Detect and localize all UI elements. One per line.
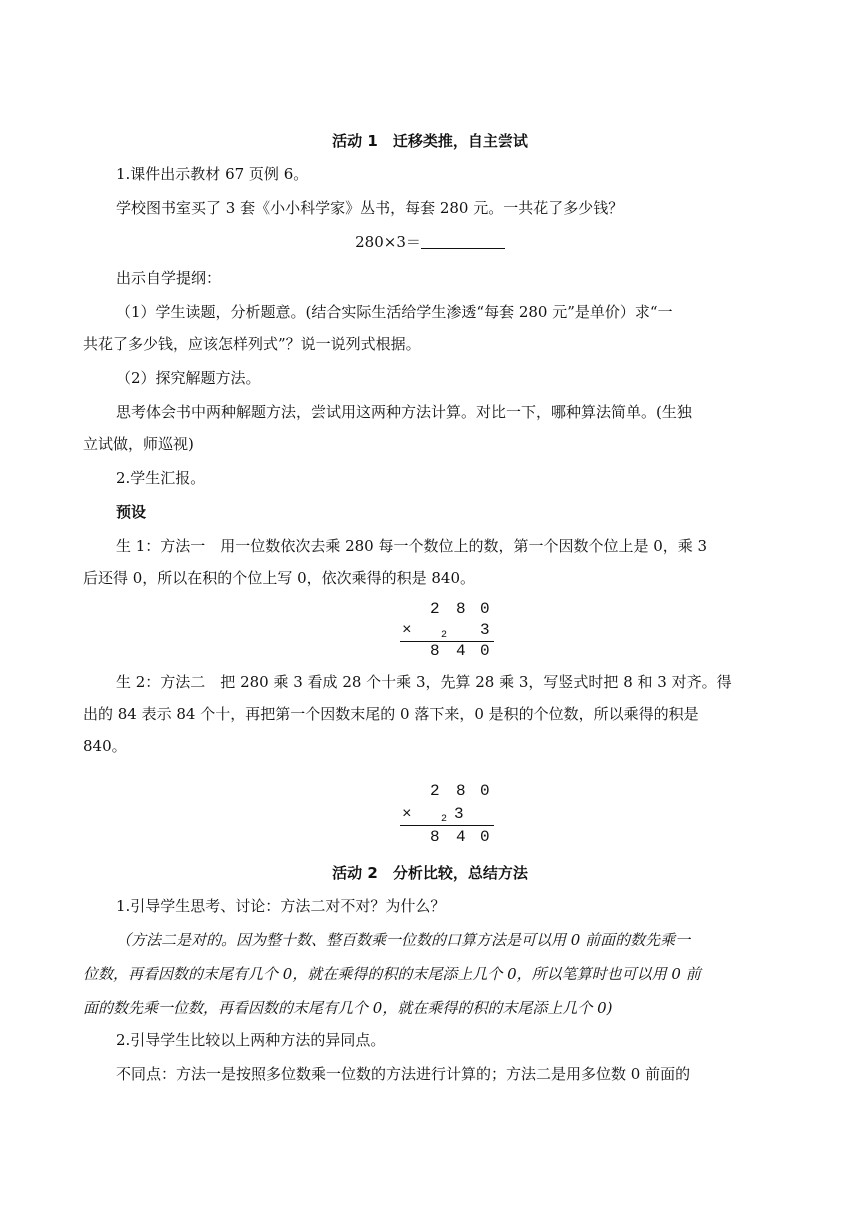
student2-line3: 840。 <box>83 737 127 755</box>
calc1-multiplier: 3 <box>480 621 490 639</box>
answer-line1: （方法二是对的。因为整十数、整百数乘一位数的口算方法是可以用 0 前面的数先乘一 <box>116 931 691 949</box>
think-line2: 立试做，师巡视) <box>83 435 194 453</box>
preset-label: 预设 <box>116 503 147 521</box>
step1-line1: （1）学生读题，分析题意。(结合实际生活给学生渗透“每套 280 元”是单价）求“一 <box>116 303 673 321</box>
calc2-result-digit: 8 <box>430 828 440 846</box>
calc1-carry: 2 <box>441 630 448 641</box>
think-line1: 思考体会书中两种解题方法，尝试用这两种方法计算。对比一下，哪种算法简单。(生独 <box>116 403 692 421</box>
calc2-carry: 2 <box>441 814 448 825</box>
calc2-multiplier: 3 <box>454 805 464 823</box>
calc1-top-digit: 0 <box>480 600 490 618</box>
calc1-top-digit: 8 <box>456 600 466 618</box>
calc2-result-digit: 4 <box>456 828 466 846</box>
student2-line2: 出的 84 表示 84 个十，再把第一个因数末尾的 0 落下来，0 是积的个位数，所以乘得的积是 <box>83 705 699 723</box>
student2-line1: 生 2：方法二 把 280 乘 3 看成 28 个十乘 3，先算 28 乘 3，写竖式时把 8 和 3 对齐。得 <box>116 673 732 691</box>
step2-text: （2）探究解题方法。 <box>116 369 261 387</box>
calc2-top-digit: 2 <box>430 782 440 800</box>
calc1-times-sign: × <box>402 621 412 639</box>
calc1-result-digit: 0 <box>480 642 490 660</box>
calc2-top-digit: 8 <box>456 782 466 800</box>
calc2-top-digit: 0 <box>480 782 490 800</box>
calc2-times-sign: × <box>402 805 412 823</box>
activity2-title: 活动 2 分析比较，总结方法 <box>332 864 528 882</box>
student1-line2: 后还得 0，所以在积的个位上写 0，依次乘得的积是 840。 <box>83 569 476 587</box>
student1-line1: 生 1：方法一 用一位数依次去乘 280 每一个数位上的数，第一个因数个位上是 0，乘 3 <box>116 537 708 555</box>
vertical-calculation-1 <box>398 600 498 660</box>
calc2-result-digit: 0 <box>480 828 490 846</box>
answer-line2: 位数，再看因数的末尾有几个 0，就在乘得的积的末尾添上几个 0，所以笔算时也可以用 0 前 <box>83 965 701 983</box>
item2-text: 2.学生汇报。 <box>116 469 206 487</box>
calc1-result-digit: 4 <box>456 642 466 660</box>
problem-text: 学校图书室买了 3 套《小小科学家》丛书，每套 280 元。一共花了多少钱？ <box>116 199 624 217</box>
step1-line2: 共花了多少钱，应该怎样列式”？说一说列式根据。 <box>83 335 421 353</box>
calc1-top-digit: 2 <box>430 600 440 618</box>
equation-text: 280×3＝ <box>355 233 421 251</box>
vertical-calculation-2 <box>398 782 498 846</box>
item1-text: 1.课件出示教材 67 页例 6。 <box>116 165 309 183</box>
difference-line1: 不同点：方法一是按照多位数乘一位数的方法进行计算的；方法二是用多位数 0 前面的 <box>116 1065 691 1083</box>
calc2-divider <box>400 825 494 826</box>
activity2-item1: 1.引导学生思考、讨论：方法二对不对？为什么？ <box>116 897 446 915</box>
calc1-result-digit: 8 <box>430 642 440 660</box>
answer-blank <box>421 234 505 249</box>
outline-title: 出示自学提纲： <box>116 269 222 287</box>
activity2-item2: 2.引导学生比较以上两种方法的异同点。 <box>116 1031 386 1049</box>
answer-line3: 面的数先乘一位数，再看因数的末尾有几个 0，就在乘得的积的末尾添上几个 0) <box>83 999 613 1017</box>
activity1-title: 活动 1 迁移类推，自主尝试 <box>332 132 528 150</box>
equation <box>0 226 860 258</box>
